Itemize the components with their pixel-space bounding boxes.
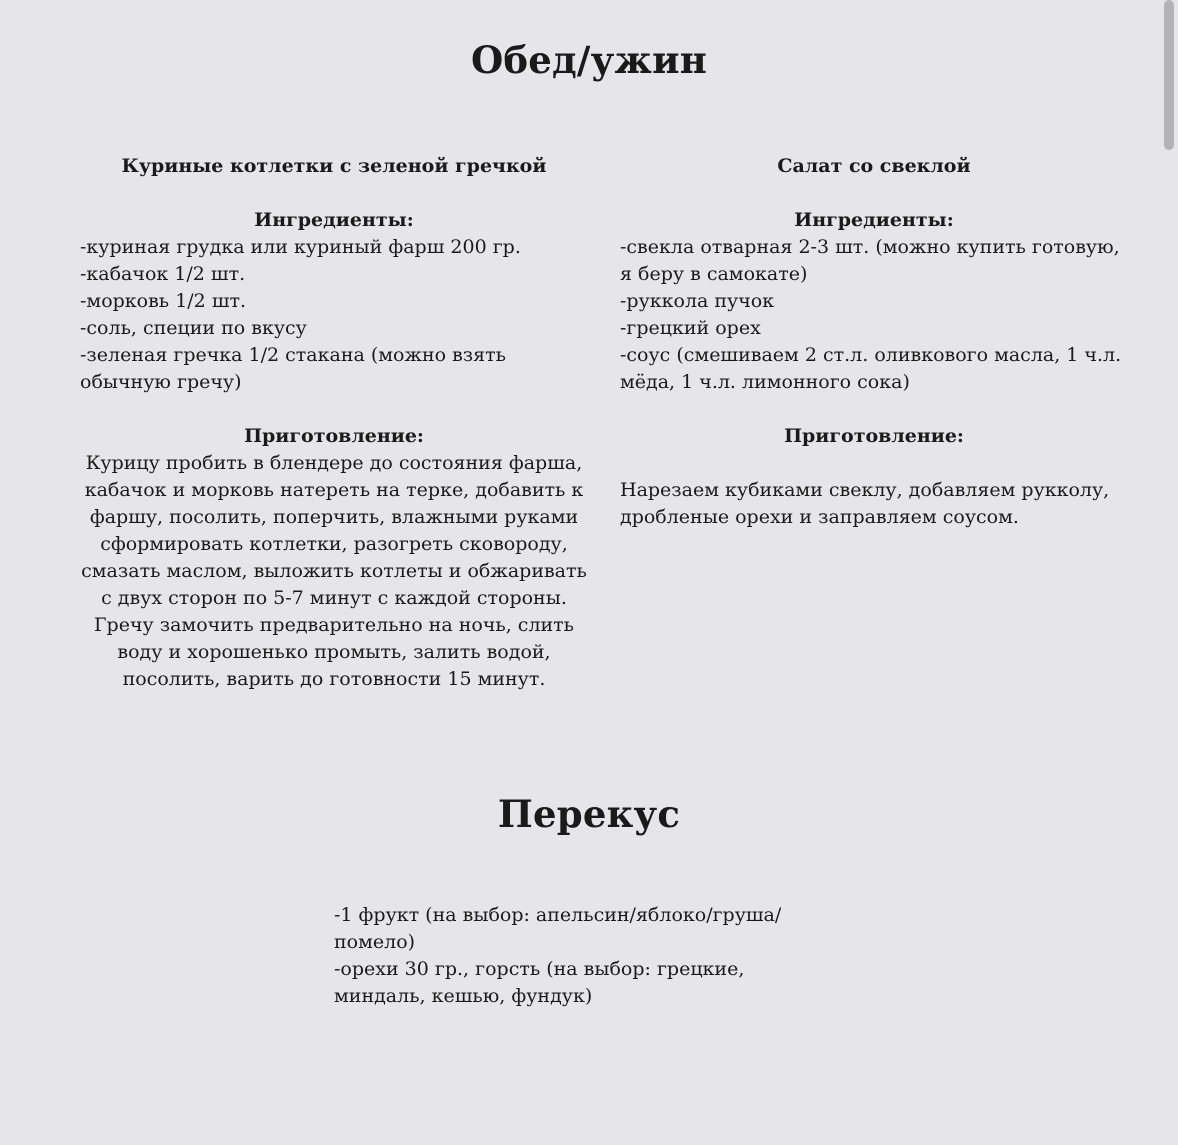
ingredient-item: -грецкий орех bbox=[620, 317, 761, 339]
recipe-name: Куриные котлетки с зеленой гречкой bbox=[121, 155, 547, 177]
ingredients-heading: Ингредиенты: bbox=[794, 209, 954, 231]
ingredient-item: -свекла отварная 2-3 шт. (можно купить готовую, я беру в самокате) bbox=[620, 236, 1120, 285]
ingredients-list bbox=[620, 234, 1128, 396]
recipe-chicken-cutlets bbox=[80, 153, 588, 693]
preparation-text: Курицу пробить в блендере до состояния фарша, кабачок и морковь натереть на терке, добавить к фаршу, посолить, поперчить, влажными руками сформировать котлетки, разогреть сковороду, смазать маслом, выложить котлеты и обжаривать с двух сторон по 5-7 минут с каждой стороны. Гречу замочить предварительно на ночь, слить воду и хорошенько промыть, залить водой, посолить, варить до готовности 15 минут. bbox=[81, 452, 587, 690]
ingredient-item: -зеленая гречка 1/2 стакана (можно взять обычную гречу) bbox=[80, 344, 507, 393]
ingredients-heading: Ингредиенты: bbox=[254, 209, 414, 231]
section-title-snack: Перекус bbox=[497, 792, 681, 836]
snack-list-block bbox=[334, 902, 824, 1010]
snack-list bbox=[334, 902, 824, 1010]
ingredient-item: -морковь 1/2 шт. bbox=[80, 290, 247, 312]
ingredients-list bbox=[80, 234, 588, 396]
snack-item: -орехи 30 гр., горсть (на выбор: грецкие, миндаль, кешью, фундук) bbox=[334, 958, 745, 1007]
scrollbar-thumb[interactable] bbox=[1164, 0, 1174, 150]
section-title-lunch: Обед/ужин bbox=[471, 38, 707, 82]
ingredient-item: -куриная грудка или куриный фарш 200 гр. bbox=[80, 236, 521, 258]
ingredient-item: -соус (смешиваем 2 ст.л. оливкового масла, 1 ч.л. мёда, 1 ч.л. лимонного сока) bbox=[620, 344, 1122, 393]
ingredient-item: -руккола пучок bbox=[620, 290, 775, 312]
ingredient-item: -кабачок 1/2 шт. bbox=[80, 263, 246, 285]
recipe-name: Салат со свеклой bbox=[777, 155, 971, 177]
preparation-heading: Приготовление: bbox=[784, 425, 964, 447]
recipe-beet-salad bbox=[620, 153, 1128, 531]
ingredient-item: -соль, специи по вкусу bbox=[80, 317, 307, 339]
snack-item: -1 фрукт (на выбор: апельсин/яблоко/груша/помело) bbox=[334, 904, 782, 953]
scrollbar[interactable] bbox=[1158, 0, 1178, 1145]
preparation-heading: Приготовление: bbox=[244, 425, 424, 447]
preparation-text: Нарезаем кубиками свеклу, добавляем рукколу, дробленые орехи и заправляем соусом. bbox=[620, 479, 1110, 528]
